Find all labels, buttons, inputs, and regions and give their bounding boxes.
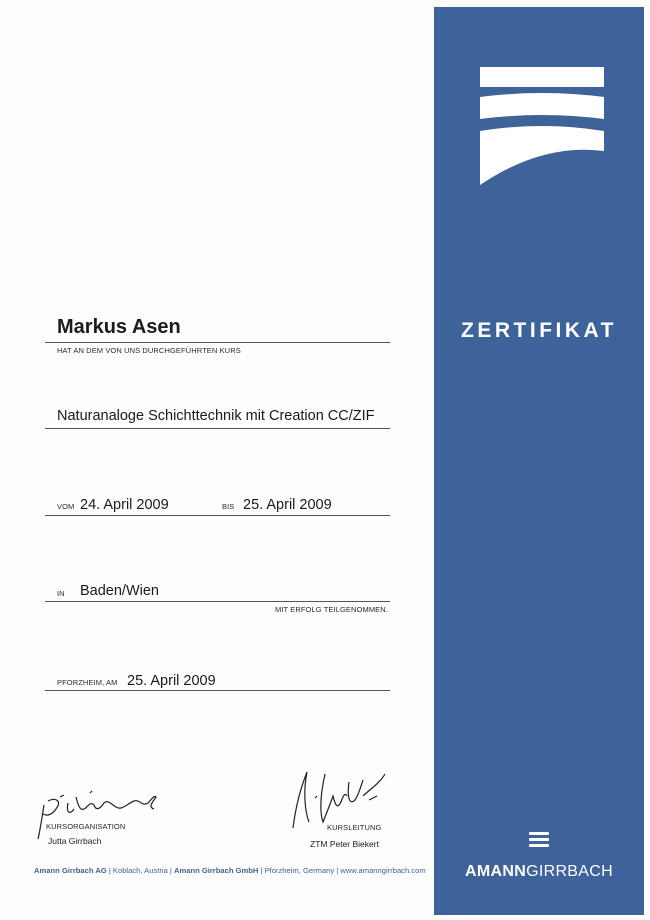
signature-left-role: KURSORGANISATION (46, 822, 126, 831)
footer-address (34, 866, 426, 875)
location: Baden/Wien (80, 583, 159, 599)
divider (45, 342, 390, 343)
divider (45, 428, 390, 429)
brand-bold: AMANN (465, 863, 527, 880)
from-label: VOM (57, 502, 75, 511)
signature-right (285, 762, 395, 832)
brand-light: GIRRBACH (526, 863, 613, 880)
from-date: 24. April 2009 (80, 497, 169, 513)
arch-stripes-logo-icon (480, 67, 604, 185)
issue-date: 25. April 2009 (127, 673, 216, 689)
certificate-heading: ZERTIFIKAT (461, 319, 617, 342)
brand-wordmark (434, 863, 644, 881)
divider (45, 515, 390, 516)
success-caption: MIT ERFOLG TEILGENOMMEN. (275, 605, 388, 614)
to-date: 25. April 2009 (243, 497, 332, 513)
signature-left (30, 783, 170, 843)
place-label: PFORZHEIM, AM (57, 678, 118, 687)
footer-location-1: | Koblach, Austria | (106, 866, 174, 875)
brand-mark-icon (529, 832, 549, 850)
divider (45, 601, 390, 602)
footer-company-1: Amann Girrbach AG (34, 866, 107, 875)
brand-panel (434, 7, 644, 915)
footer-location-2: | Pforzheim, Germany | www.amanngirrbach.com (258, 866, 426, 875)
footer-company-2: Amann Girrbach GmbH (173, 866, 259, 875)
to-label: BIS (222, 502, 235, 511)
location-label: IN (57, 589, 65, 598)
course-title: Naturanaloge Schichttechnik mit Creation CC/ZIF (57, 408, 375, 424)
signature-left-name: Jutta Girrbach (48, 836, 102, 846)
recipient-name: Markus Asen (57, 316, 181, 338)
recipient-caption: HAT AN DEM VON UNS DURCHGEFÜHRTEN KURS (57, 346, 241, 355)
divider (45, 690, 390, 691)
signature-right-role: KURSLEITUNG (327, 823, 382, 832)
signature-right-name: ZTM Peter Biekert (310, 839, 379, 849)
